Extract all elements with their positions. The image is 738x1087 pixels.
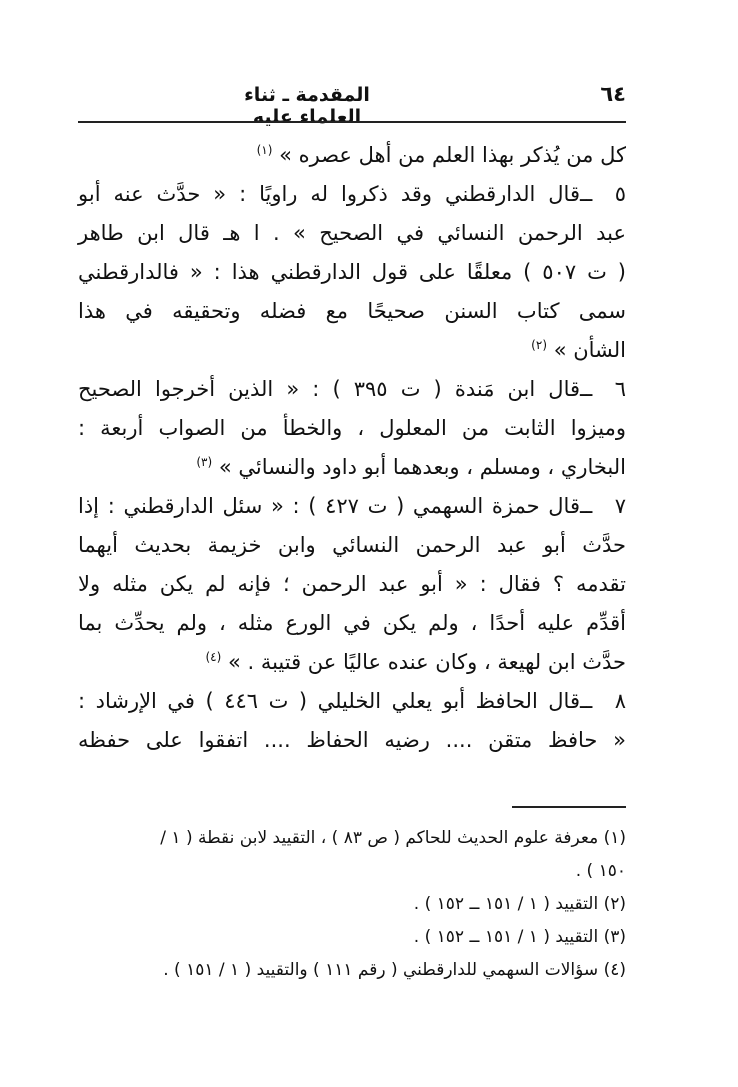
- text-line: [78, 370, 626, 409]
- text-line: حدَّث أبو عبد الرحمن النسائي وابن خزيمة بحديث أيهما: [78, 533, 626, 557]
- paragraph-continuation: [78, 136, 626, 175]
- paragraph-5: [78, 175, 626, 370]
- item-number: ٥ ــ: [580, 182, 626, 206]
- text-line: ( ت ٥٠٧ ) معلقًا على قول الدارقطني هذا : « فالدارقطني: [78, 260, 626, 284]
- footnote-ref: (١): [256, 143, 273, 157]
- line-text: حدَّث ابن لهيعة ، وكان عنده عاليًا عن قتيبة . »: [227, 650, 626, 674]
- text-line: « حافظ متقن .... رضيه الحفاظ .... اتفقوا على حفظه: [78, 728, 626, 752]
- footnotes: [78, 822, 626, 987]
- line-text: قال حمزة السهمي ( ت ٤٢٧ ) : « سئل الدارقطني : إذا: [78, 494, 580, 518]
- text-line: سمى كتاب السنن صحيحًا مع فضله وتحقيقه في هذا: [78, 299, 626, 323]
- page-number: ٦٤: [600, 82, 626, 106]
- footnote-1-continuation: ١٥٠ ) .: [575, 861, 626, 881]
- paragraph-7: [78, 487, 626, 682]
- item-number: ٦ ــ: [580, 377, 627, 401]
- line-text: قال الدارقطني وقد ذكروا له راويًا : « حدَّث عنه أبو: [78, 182, 580, 206]
- text-line: تقدمه ؟ فقال : « أبو عبد الرحمن ؛ فإنه لم يكن مثله ولا: [78, 572, 626, 596]
- line-text: قال ابن مَندة ( ت ٣٩٥ ) : « الذين أخرجوا الصحيح: [78, 377, 581, 401]
- running-header: [78, 82, 626, 128]
- line-text: الشأن »: [553, 338, 626, 362]
- header-rule: [78, 121, 626, 123]
- footnote-ref: (٤): [205, 650, 222, 664]
- line-text: قال الحافظ أبو يعلي الخليلي ( ت ٤٤٦ ) في الإرشاد :: [78, 689, 580, 713]
- footnote-ref: (٣): [196, 455, 213, 469]
- text-line: [78, 643, 626, 682]
- item-number: ٧ ــ: [579, 494, 626, 518]
- paragraph-6: [78, 370, 626, 487]
- line-text: كل من يُذكر بهذا العلم من أهل عصره »: [279, 143, 626, 167]
- paragraph-8: [78, 682, 626, 760]
- text-line: [78, 448, 626, 487]
- line-text: البخاري ، ومسلم ، وبعدهما أبو داود والنسائي »: [218, 455, 626, 479]
- item-number: ٨ ــ: [580, 689, 626, 713]
- chapter-title: المقدمة ـ ثناء العلماء عليه: [244, 84, 370, 128]
- text-line: وميزوا الثابت من المعلول ، والخطأ من الصواب أربعة :: [78, 416, 626, 440]
- text-line: أقدِّم عليه أحدًا ، ولم يكن في الورع مثله ، ولم يحدِّث بما: [78, 611, 626, 635]
- text-line: [78, 487, 626, 526]
- footnote-3: (٣) التقييد ( ١ / ١٥١ ــ ١٥٢ ) .: [413, 927, 626, 947]
- footnote-1: (١) معرفة علوم الحديث للحاكم ( ص ٨٣ ) ، التقييد لابن نقطة ( ١ /: [160, 828, 626, 848]
- text-line: [78, 682, 626, 721]
- footnote-rule: [512, 806, 626, 808]
- footnote-2: (٢) التقييد ( ١ / ١٥١ ــ ١٥٢ ) .: [413, 894, 626, 914]
- text-line: [78, 136, 626, 175]
- text-line: [78, 331, 626, 370]
- text-line: عبد الرحمن النسائي في الصحيح » . ا هـ قال ابن طاهر: [78, 221, 626, 245]
- footnote-ref: (٢): [531, 338, 547, 352]
- footnote-4: (٤) سؤالات السهمي للدارقطني ( رقم ١١١ ) والتقييد ( ١ / ١٥١ ) .: [163, 960, 626, 980]
- main-text: [78, 136, 626, 760]
- text-line: [78, 175, 626, 214]
